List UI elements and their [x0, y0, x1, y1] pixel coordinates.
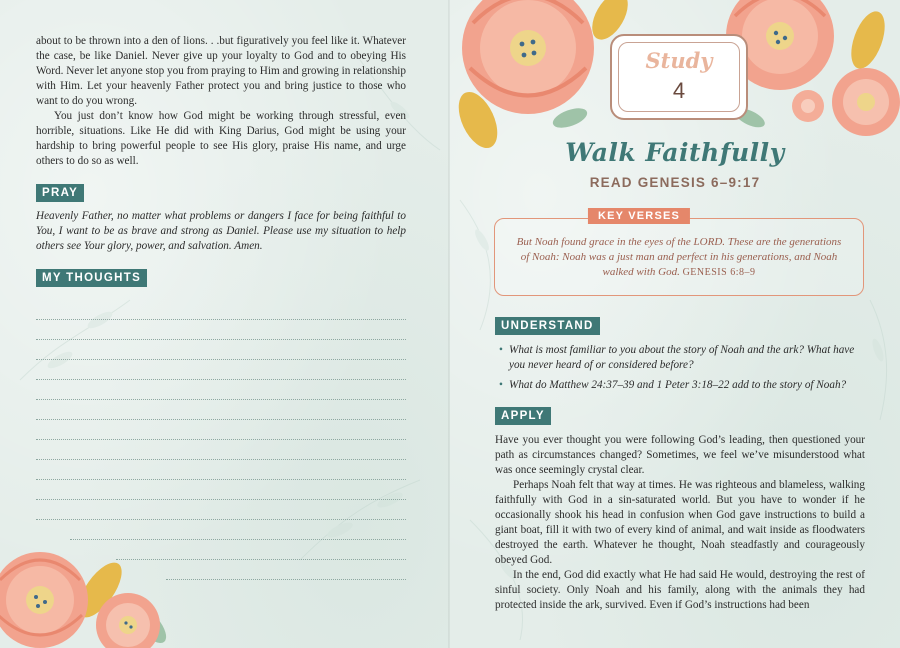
floral-illustration-bottom-left	[0, 530, 180, 648]
bullet-icon: •	[499, 344, 503, 356]
writing-line	[36, 320, 406, 340]
writing-line	[36, 440, 406, 460]
page-title: Walk Faithfully	[565, 138, 785, 167]
writing-line	[36, 500, 406, 520]
list-item: • What do Matthew 24:37–39 and 1 Peter 3:18–22 add to the story of Noah?	[499, 379, 847, 391]
key-verses-label: KEY VERSES	[588, 208, 690, 224]
writing-line	[36, 360, 406, 380]
study-number: 4	[672, 78, 686, 103]
body-paragraph: You just don’t know how God might be working through stressful, even horrible, situations. Like He did with King Darius, God might be using your hardship to bring powerful people to see His glory, praise His name, and urge others to do so as well.	[36, 110, 406, 167]
pray-label: PRAY	[36, 184, 84, 202]
my-thoughts-label: MY THOUGHTS	[36, 269, 147, 287]
apply-label: APPLY	[495, 407, 551, 425]
writing-line	[36, 340, 406, 360]
continuation-paragraph: about to be thrown into a den of lions. . .but figuratively you feel like it. Whatever the case, be like Daniel. Never give up your loyalty to God and to obeying His Word. Never let anyone stop you from praying to Him and growing in relationship with Him. Let your heavenly Father protect you and bring justice to those who want to do you wrong.	[36, 35, 406, 107]
understand-questions	[497, 343, 867, 398]
study-number-badge	[610, 34, 748, 120]
writing-line	[36, 420, 406, 440]
list-item: • What is most familiar to you about the story of Noah and the ark? What have you never heard of or considered before?	[499, 344, 855, 371]
writing-line	[36, 300, 406, 320]
study-word: Study	[645, 48, 713, 73]
writing-line	[36, 480, 406, 500]
writing-line	[36, 380, 406, 400]
right-page	[450, 0, 900, 648]
bullet-icon: •	[499, 379, 503, 391]
apply-paragraph: In the end, God did exactly what He had said He would, destroying the rest of sinful society. Only Noah and his family, along with the animals they had protected inside the ark, survived. Even if God’s instructions had been	[495, 569, 865, 611]
understand-label: UNDERSTAND	[495, 317, 600, 335]
writing-line	[36, 460, 406, 480]
writing-line	[166, 560, 406, 580]
key-verses-quote: But Noah found grace in the eyes of the LORD. These are the generations of Noah: Noah was a just man and perfect in his generations, and Noah walked with God.	[516, 236, 842, 278]
key-verses-reference: GENESIS 6:8–9	[682, 267, 756, 278]
writing-line	[36, 400, 406, 420]
apply-paragraph: Have you ever thought you were following God’s leading, then questioned your path as circumstances changed? Sometimes, we feel we’ve misunderstood what was once seemingly crystal clear.	[495, 434, 865, 476]
apply-paragraph: Perhaps Noah felt that way at times. He was righteous and blameless, walking faithfully with God in a sin-saturated world. But you have to wonder if he occasionally shook his head in confusion when God gave instructions to build a giant boat, fill it with two of every kind of animal, and wait inside as floodwaters destroyed the earth. Whatever he thought, Noah steadfastly and courageously obeyed God.	[495, 479, 865, 566]
prayer-text: Heavenly Father, no matter what problems or dangers I face for being faithful to You, I want to be as brave and strong as Daniel. Please use my situation to help others see Your glory, power, and salvation. Amen.	[36, 210, 406, 252]
key-verses-text	[512, 235, 846, 280]
reading-reference: READ GENESIS 6–9:17	[589, 175, 761, 190]
